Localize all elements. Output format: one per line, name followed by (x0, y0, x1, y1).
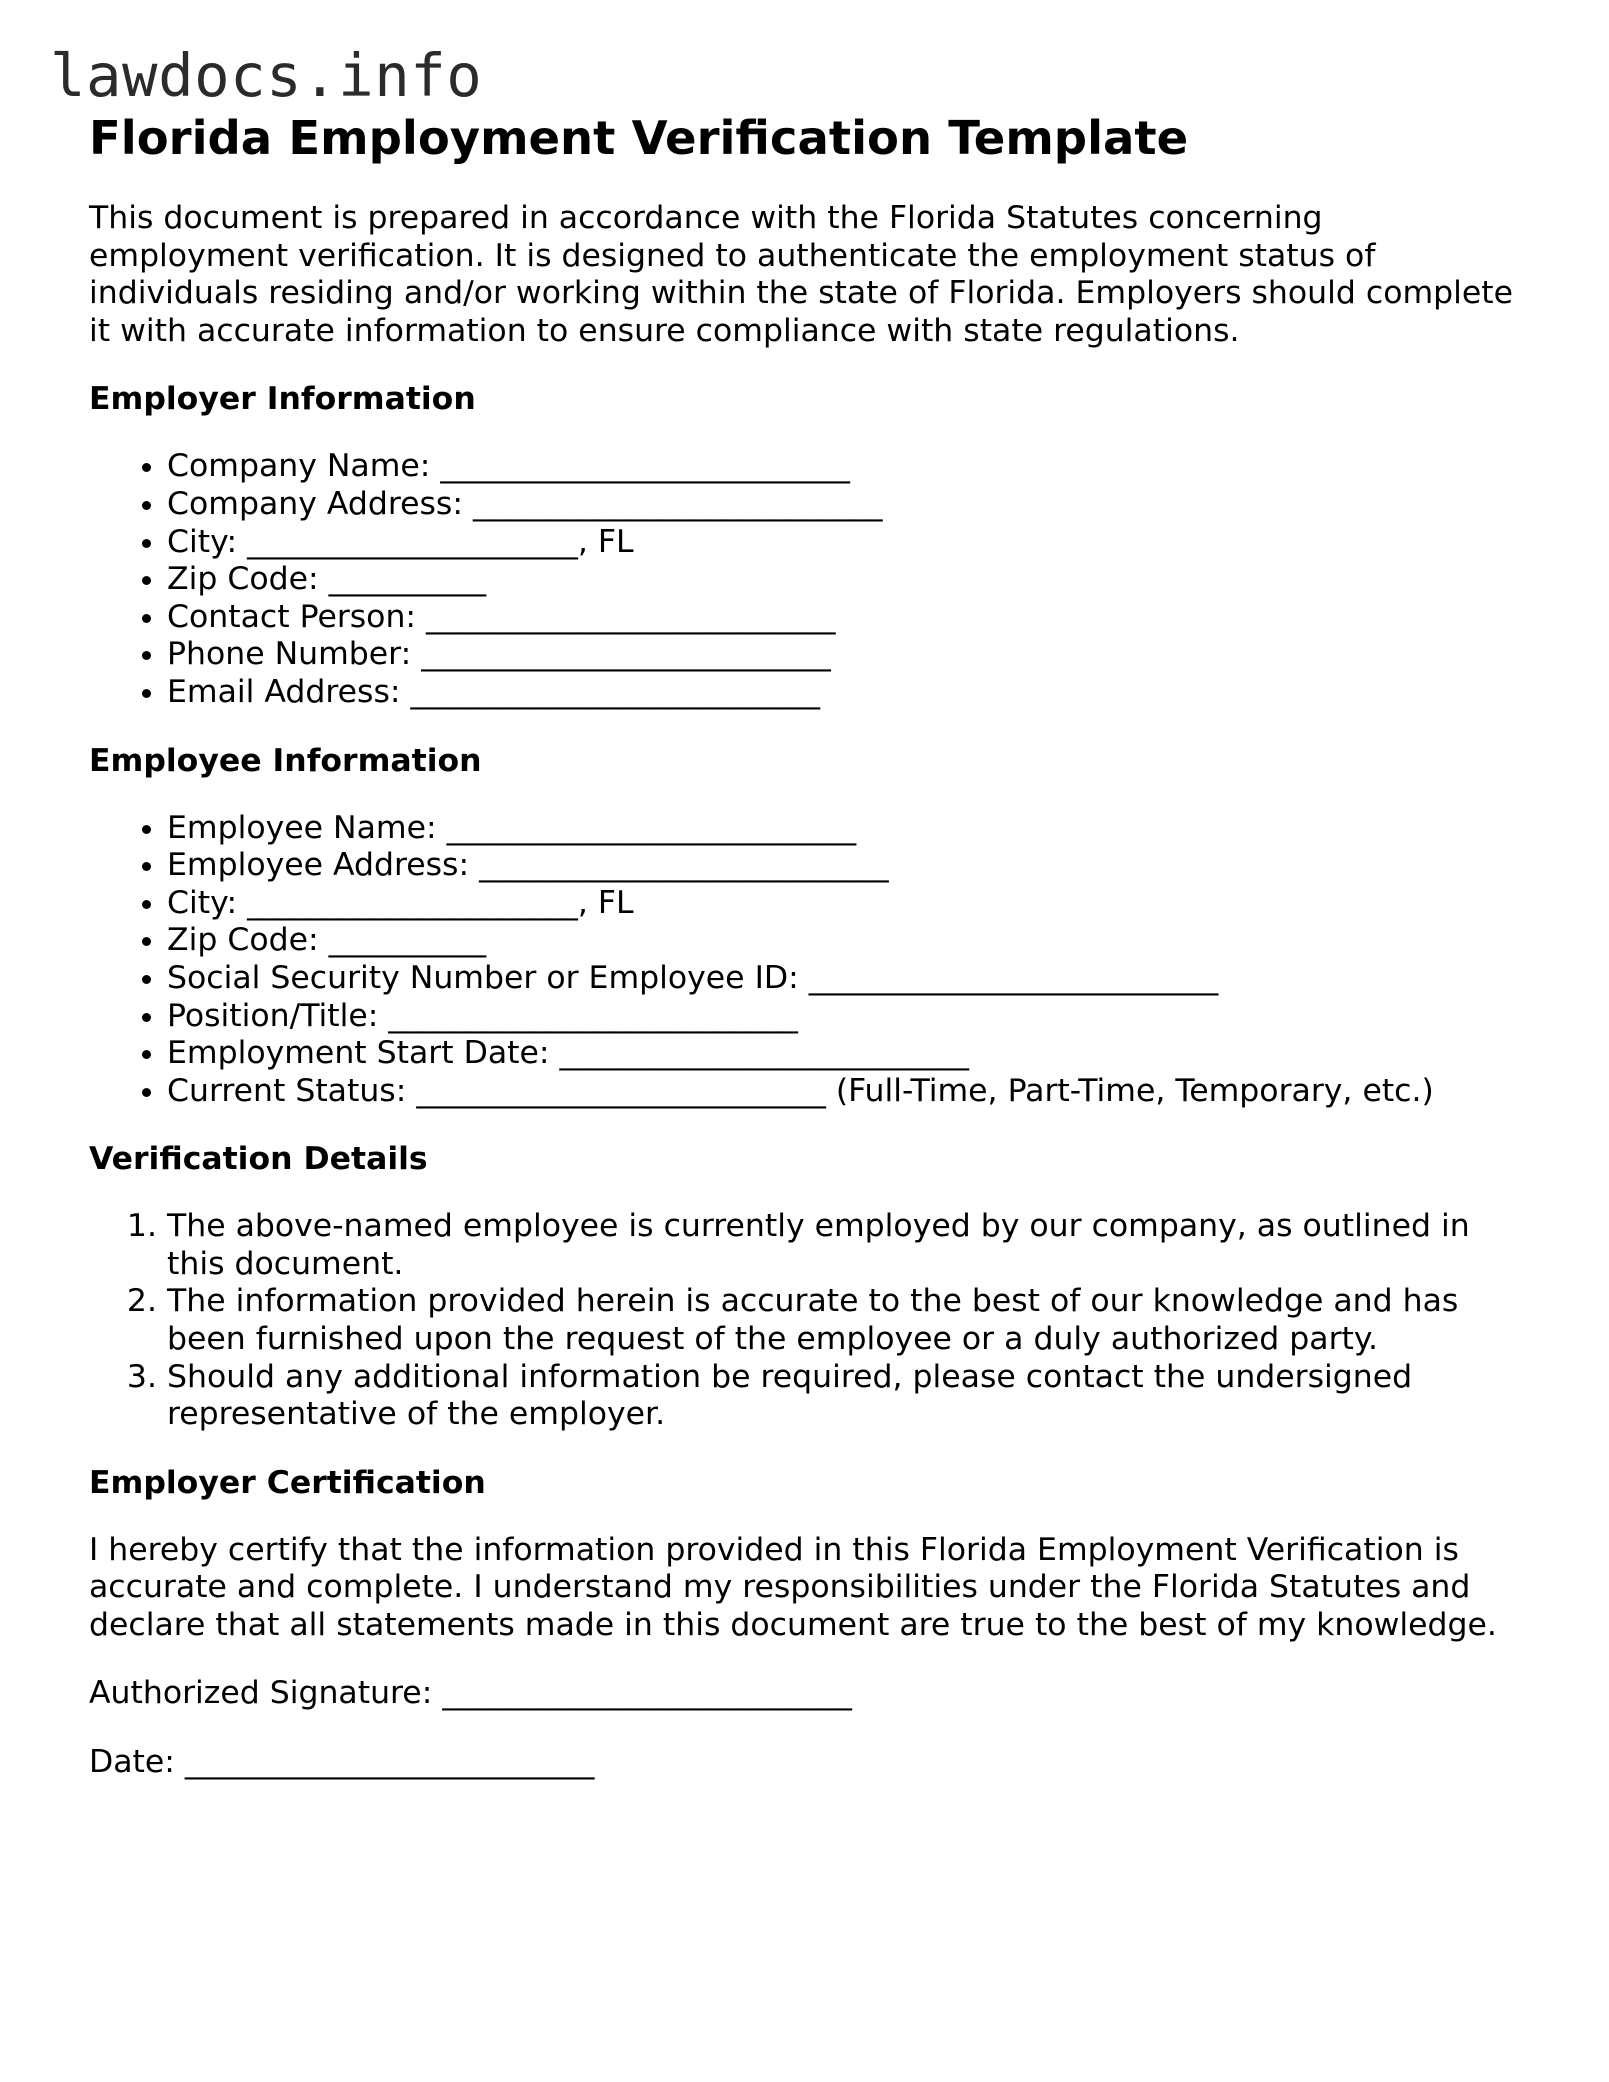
employer-company-address-field: • Company Address: __________________________ (167, 486, 1529, 524)
verification-heading: Verification Details (89, 1141, 428, 1178)
employer-info-heading: Employer Information (89, 381, 476, 418)
authorized-signature-line: Authorized Signature: __________________________ (89, 1674, 852, 1711)
employee-info-list (89, 810, 1529, 1111)
employer-zip-code-field: • Zip Code: __________ (167, 561, 1529, 599)
employer-contact-person-field: • Contact Person: __________________________ (167, 599, 1529, 637)
verification-item: 3. Should any additional information be required, please contact the undersigned representative of the employer. (167, 1359, 1529, 1434)
employee-current-status-field: • Current Status: __________________________ (Full-Time, Part-Time, Temporary, etc.) (167, 1073, 1529, 1111)
employee-name-field: • Employee Name: __________________________ (167, 810, 1529, 848)
employer-city-field: • City: _____________________, FL (167, 524, 1529, 562)
certification-paragraph: I hereby certify that the information provided in this Florida Employment Verification is accurate and complete. I understand my responsibilities under the Florida Statutes and declare that all statements made in this document are true to the best of my knowledge. (89, 1531, 1497, 1644)
employer-phone-number-field: • Phone Number: __________________________ (167, 636, 1529, 674)
employee-zip-code-field: • Zip Code: __________ (167, 922, 1529, 960)
watermark-logo: lawdocs.info (50, 41, 483, 110)
document-page (89, 110, 1529, 1782)
employee-position-field: • Position/Title: __________________________ (167, 998, 1529, 1036)
employer-info-list (89, 448, 1529, 711)
certification-heading: Employer Certification (89, 1464, 486, 1501)
employer-email-address-field: • Email Address: __________________________ (167, 674, 1529, 712)
employee-info-heading: Employee Information (89, 742, 482, 779)
employee-start-date-field: • Employment Start Date: __________________________ (167, 1035, 1529, 1073)
date-line: Date: __________________________ (89, 1744, 595, 1781)
employee-ssn-id-field: • Social Security Number or Employee ID: __________________________ (167, 960, 1529, 998)
employee-address-field: • Employee Address: __________________________ (167, 847, 1529, 885)
document-title: Florida Employment Verification Template (89, 111, 1189, 165)
employer-company-name-field: • Company Name: __________________________ (167, 448, 1529, 486)
intro-paragraph: This document is prepared in accordance with the Florida Statutes concerning employment verification. It is designed to authenticate the employment status of individuals residing and/or working within the state of Florida. Employers should complete it with accurate information to ensure compliance with state regulations. (89, 200, 1514, 349)
employee-city-field: • City: _____________________, FL (167, 885, 1529, 923)
verification-list (89, 1208, 1529, 1434)
verification-item: 2. The information provided herein is accurate to the best of our knowledge and has been furnished upon the request of the employee or a duly authorized party. (167, 1283, 1529, 1358)
verification-item: 1. The above-named employee is currently employed by our company, as outlined in this document. (167, 1208, 1529, 1283)
